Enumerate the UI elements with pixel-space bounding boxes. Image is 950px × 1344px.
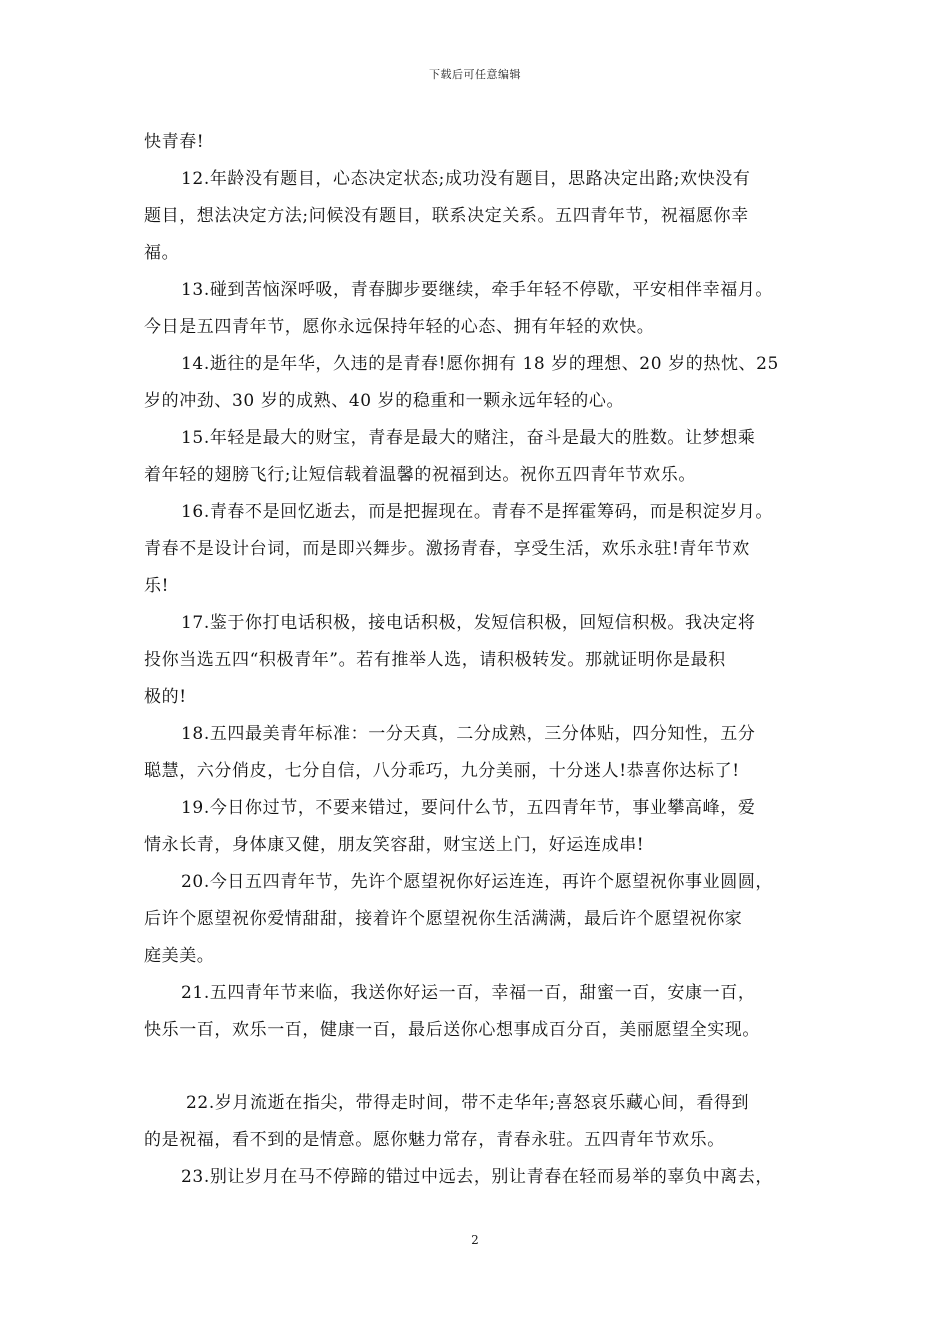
document-body bbox=[144, 124, 808, 1196]
text-line: 12.年龄没有题目，心态决定状态;成功没有题目，思路决定出路;欢快没有 bbox=[181, 169, 751, 189]
text-line: 18.五四最美青年标准：一分天真，二分成熟，三分体贴，四分知性，五分 bbox=[181, 724, 756, 744]
page-number: 2 bbox=[471, 1233, 479, 1247]
text-line: 庭美美。 bbox=[144, 946, 215, 966]
text-line: 13.碰到苦恼深呼吸，青春脚步要继续，牵手年轻不停歇，平安相伴幸福月。 bbox=[181, 280, 774, 300]
text-line: 22.岁月流逝在指尖，带得走时间，带不走华年;喜怒哀乐藏心间，看得到 bbox=[186, 1093, 750, 1113]
text-line: 青春不是设计台词，而是即兴舞步。激扬青春，享受生活，欢乐永驻!青年节欢 bbox=[144, 539, 750, 559]
text-line: 快乐一百，欢乐一百，健康一百，最后送你心想事成百分百，美丽愿望全实现。 bbox=[144, 1020, 760, 1040]
text-line: 福。 bbox=[144, 243, 180, 263]
text-line: 16.青春不是回忆逝去，而是把握现在。青春不是挥霍筹码，而是积淀岁月。 bbox=[181, 502, 774, 522]
text-line: 快青春! bbox=[144, 132, 205, 152]
text-line: 后许个愿望祝你爱情甜甜，接着许个愿望祝你生活满满，最后许个愿望祝你家 bbox=[144, 909, 743, 929]
page-header-note: 下载后可任意编辑 bbox=[429, 68, 521, 81]
text-line: 23.别让岁月在马不停蹄的错过中远去，别让青春在轻而易举的辜负中离去， bbox=[181, 1167, 774, 1187]
text-line: 21.五四青年节来临，我送你好运一百，幸福一百，甜蜜一百，安康一百， bbox=[181, 983, 756, 1003]
text-line: 聪慧，六分俏皮，七分自信，八分乖巧，九分美丽，十分迷人!恭喜你达标了! bbox=[144, 761, 740, 781]
text-line: 的是祝福，看不到的是情意。愿你魅力常存，青春永驻。五四青年节欢乐。 bbox=[144, 1130, 725, 1150]
text-line: 乐! bbox=[144, 576, 170, 596]
text-line: 情永长青，身体康又健，朋友笑容甜，财宝送上门，好运连成串! bbox=[144, 835, 645, 855]
text-line: 15.年轻是最大的财宝，青春是最大的赌注，奋斗是最大的胜数。让梦想乘 bbox=[181, 428, 756, 448]
text-line: 17.鉴于你打电话积极，接电话积极，发短信积极，回短信积极。我决定将 bbox=[181, 613, 756, 633]
text-line: 14.逝往的是年华，久违的是青春!愿你拥有 18 岁的理想、20 岁的热忱、25 bbox=[181, 354, 779, 374]
text-line: 着年轻的翅膀飞行;让短信载着温馨的祝福到达。祝你五四青年节欢乐。 bbox=[144, 465, 696, 485]
paragraph-gap bbox=[144, 1049, 808, 1085]
text-line: 今日是五四青年节，愿你永远保持年轻的心态、拥有年轻的欢快。 bbox=[144, 317, 655, 337]
text-line: 19.今日你过节，不要来错过，要问什么节，五四青年节，事业攀高峰，爱 bbox=[181, 798, 756, 818]
text-line: 极的! bbox=[144, 687, 187, 707]
text-line: 投你当选五四“积极青年”。若有推举人选，请积极转发。那就证明你是最积 bbox=[144, 650, 726, 670]
text-line: 20.今日五四青年节，先许个愿望祝你好运连连，再许个愿望祝你事业圆圆， bbox=[181, 872, 774, 892]
text-line: 题目，想法决定方法;问候没有题目，联系决定关系。五四青年节，祝福愿你幸 bbox=[144, 206, 749, 226]
text-line: 岁的冲劲、30 岁的成熟、40 岁的稳重和一颗永远年轻的心。 bbox=[144, 391, 625, 411]
